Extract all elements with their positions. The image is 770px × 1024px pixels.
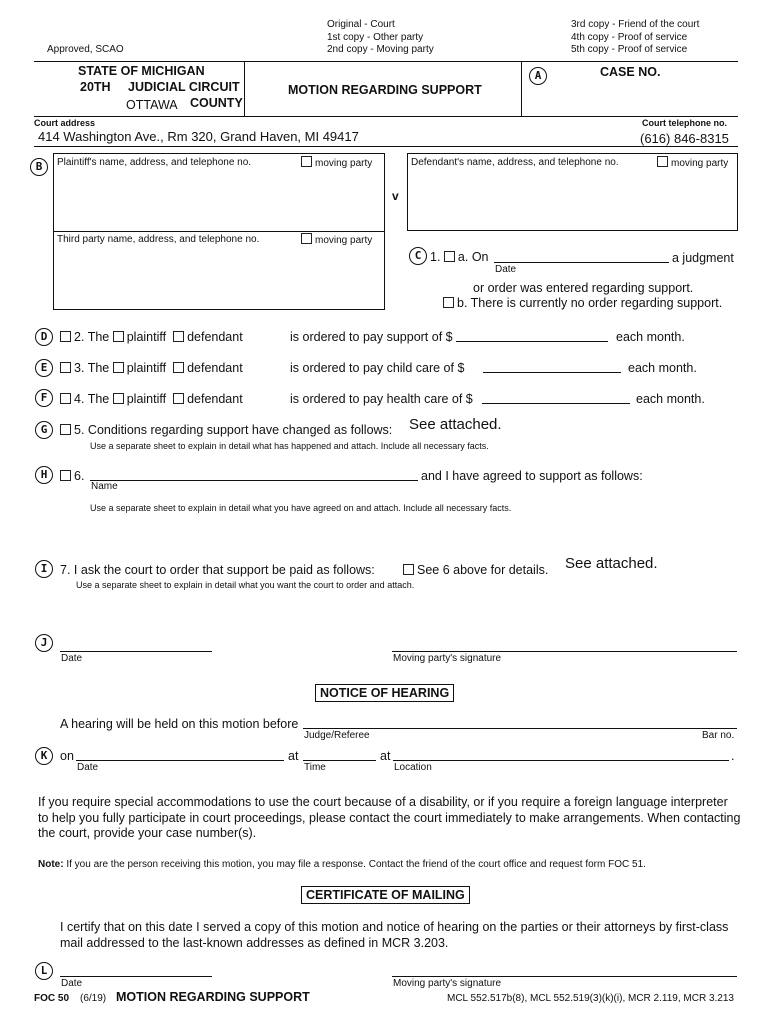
- see6-checkbox[interactable]: [403, 564, 414, 575]
- item3-text: is ordered to pay child care of $: [290, 361, 465, 375]
- item2-text: is ordered to pay support of $: [290, 330, 453, 344]
- divider: [244, 61, 245, 117]
- plaintiff-label: plaintiff: [126, 330, 167, 344]
- item-number: 5.: [74, 423, 85, 437]
- at-label: at: [288, 749, 299, 763]
- item6-name-label: Name: [91, 481, 118, 492]
- the-label: The: [87, 330, 110, 344]
- moving-party-label: moving party: [671, 158, 729, 169]
- defendant-label: defendant: [187, 392, 243, 406]
- item7-note: Use a separate sheet to explain in detail what you want the court to order and attach.: [76, 580, 415, 590]
- third-party-label: Third party name, address, and telephone no.: [57, 234, 260, 245]
- judge-field[interactable]: [303, 728, 737, 729]
- marker-a: A: [529, 67, 547, 85]
- item7: [60, 563, 375, 577]
- copy-second: 2nd copy - Moving party: [327, 44, 434, 55]
- top-rule: [34, 61, 738, 62]
- the-label: The: [87, 392, 110, 406]
- circuit-number: 20TH: [80, 80, 111, 94]
- date-field[interactable]: [60, 651, 212, 652]
- item-number: 4.: [74, 392, 85, 406]
- case-no-label: CASE NO.: [600, 65, 661, 79]
- county-name: OTTAWA: [126, 98, 178, 112]
- item5-text: Conditions regarding support have changed as follows:: [87, 423, 393, 437]
- court-telephone-label: Court telephone no.: [642, 118, 727, 128]
- notice-title: NOTICE OF HEARING: [315, 684, 454, 702]
- checkbox-icon[interactable]: [657, 156, 668, 167]
- moving-signature-label: Moving party's signature: [393, 653, 502, 664]
- hearing-location-label: Location: [394, 762, 432, 773]
- item6-name-field[interactable]: [90, 480, 418, 481]
- marker-b: B: [30, 158, 48, 176]
- item1a-prefix: a. On: [457, 250, 489, 264]
- plaintiff-checkbox[interactable]: [113, 393, 124, 404]
- mailing-signature-field[interactable]: [392, 976, 737, 977]
- form-id: FOC 50: [34, 993, 70, 1004]
- item5-note: Use a separate sheet to explain in detail what has happened and attach. Include all necessary facts.: [90, 441, 489, 451]
- header-bottom-rule: [34, 116, 738, 117]
- at-label: at: [380, 749, 391, 763]
- footer-title: MOTION REGARDING SUPPORT: [116, 990, 310, 1004]
- item7-text: I ask the court to order that support be paid as follows:: [73, 563, 375, 577]
- county-label: COUNTY: [190, 96, 243, 110]
- copies-distribution-right: [571, 19, 699, 57]
- defendant-checkbox[interactable]: [173, 393, 184, 404]
- item4: [60, 392, 243, 406]
- item1b-text: b. There is currently no order regarding support.: [457, 296, 723, 310]
- court-address: 414 Washington Ave., Rm 320, Grand Haven, MI 49417: [38, 129, 359, 144]
- item1-a: [430, 250, 489, 264]
- item6-text: and I have agreed to support as follows:: [421, 469, 643, 483]
- note: [38, 859, 646, 870]
- judge-label: Judge/Referee: [304, 730, 370, 741]
- each-month-label: each month.: [628, 361, 697, 375]
- mailing-date-label: Date: [61, 978, 83, 989]
- plaintiff-label: Plaintiff's name, address, and telephone no.: [57, 157, 252, 168]
- copy-fourth: 4th copy - Proof of service: [571, 31, 688, 43]
- accommodation-line: to help you fully participate in court proceedings, please contact the court immediately to make arrangements. When contacting: [38, 810, 741, 825]
- item4-checkbox[interactable]: [60, 393, 71, 404]
- case-no-field[interactable]: [560, 82, 730, 112]
- each-month-label: each month.: [636, 392, 705, 406]
- marker-l: L: [35, 962, 53, 980]
- signature-field[interactable]: [392, 651, 737, 652]
- checkbox-icon[interactable]: [301, 233, 312, 244]
- hearing-date-label: Date: [77, 762, 99, 773]
- checkbox-icon[interactable]: [301, 156, 312, 167]
- footer-citations: MCL 552.517b(8), MCL 552.519(3)(k)(i), MCR 2.119, MCR 3.213: [447, 993, 734, 1004]
- form-revision: (6/19): [80, 993, 107, 1004]
- item3-checkbox[interactable]: [60, 362, 71, 373]
- item1-date-label: Date: [495, 264, 517, 275]
- certificate-line: mail addressed to the last-known addresses as defined in MCR 3.203.: [60, 935, 449, 950]
- mailing-date-field[interactable]: [60, 976, 212, 977]
- item6-note: Use a separate sheet to explain in detail what you have agreed on and attach. Include all necessary facts.: [90, 503, 512, 513]
- defendant-checkbox[interactable]: [173, 362, 184, 373]
- third-party-moving-party[interactable]: [301, 233, 372, 246]
- plaintiff-checkbox[interactable]: [113, 331, 124, 342]
- court-telephone: (616) 846-8315: [640, 131, 729, 146]
- child-care-amount-field[interactable]: [483, 372, 621, 373]
- each-month-label: each month.: [616, 330, 685, 344]
- marker-i: I: [35, 560, 53, 578]
- defendant-label: defendant: [187, 361, 243, 375]
- item1-b: [443, 296, 722, 310]
- item2: [60, 330, 243, 344]
- item1b-checkbox[interactable]: [443, 297, 454, 308]
- item1-date-field[interactable]: [494, 262, 669, 263]
- mailing-signature-label: Moving party's signature: [393, 978, 502, 989]
- moving-party-label: moving party: [315, 235, 373, 246]
- accommodation-paragraph: [38, 795, 740, 842]
- plaintiff-label: plaintiff: [126, 361, 167, 375]
- defendant-checkbox[interactable]: [173, 331, 184, 342]
- hearing-time-field[interactable]: [303, 760, 376, 761]
- item7-see6: [403, 563, 548, 577]
- approved-label: Approved, SCAO: [47, 44, 124, 55]
- hearing-location-field[interactable]: [393, 760, 729, 761]
- moving-party-label: moving party: [315, 158, 373, 169]
- divider: [521, 61, 522, 117]
- the-label: The: [87, 361, 110, 375]
- plaintiff-checkbox[interactable]: [113, 362, 124, 373]
- address-rule: [34, 146, 738, 147]
- health-care-amount-field[interactable]: [482, 403, 630, 404]
- state-label: STATE OF MICHIGAN: [78, 64, 205, 78]
- item6: [60, 469, 84, 483]
- item1a-line2: or order was entered regarding support.: [473, 281, 694, 295]
- item1a-suffix: a judgment: [672, 251, 734, 265]
- note-label: Note:: [38, 859, 64, 870]
- versus-label: v: [392, 189, 399, 203]
- hearing-date-field[interactable]: [76, 760, 284, 761]
- item-number: 2.: [74, 330, 85, 344]
- copy-fifth: 5th copy - Proof of service: [571, 44, 688, 55]
- item-number: 6.: [74, 469, 85, 483]
- item3: [60, 361, 243, 375]
- item5: [60, 423, 392, 437]
- accommodation-line: the court, provide your case number(s).: [38, 826, 257, 840]
- period: .: [731, 749, 735, 763]
- plaintiff-moving-party[interactable]: [301, 156, 372, 169]
- item6-checkbox[interactable]: [60, 470, 71, 481]
- defendant-label: defendant: [187, 330, 243, 344]
- defendant-moving-party[interactable]: [657, 156, 728, 169]
- item-number: 7.: [60, 563, 71, 577]
- marker-f: F: [35, 389, 53, 407]
- item-number: 1.: [430, 250, 441, 264]
- plaintiff-label: plaintiff: [126, 392, 167, 406]
- on-label: on: [60, 749, 74, 763]
- marker-j: J: [35, 634, 53, 652]
- note-text: If you are the person receiving this motion, you may file a response. Contact the friend of the court office and request form FOC 51.: [66, 859, 646, 870]
- certificate-text: [60, 920, 728, 951]
- form-title: MOTION REGARDING SUPPORT: [288, 83, 482, 97]
- item5-handwritten: See attached.: [409, 416, 502, 433]
- marker-h: H: [35, 466, 53, 484]
- marker-d: D: [35, 328, 53, 346]
- hearing-text: A hearing will be held on this motion before: [60, 717, 299, 731]
- marker-e: E: [35, 359, 53, 377]
- see6-label: See 6 above for details.: [417, 563, 549, 577]
- date-label: Date: [61, 653, 83, 664]
- copy-third: 3rd copy - Friend of the court: [571, 19, 700, 30]
- item-number: 3.: [74, 361, 85, 375]
- certificate-line: I certify that on this date I served a copy of this motion and notice of hearing on the parties or their attorneys by first-class: [60, 920, 729, 934]
- certificate-title: CERTIFICATE OF MAILING: [301, 886, 470, 904]
- circuit-label: JUDICIAL CIRCUIT: [128, 80, 240, 94]
- item1a-checkbox[interactable]: [444, 251, 455, 262]
- copies-distribution-left: [327, 19, 434, 57]
- item2-checkbox[interactable]: [60, 331, 71, 342]
- item5-checkbox[interactable]: [60, 424, 71, 435]
- marker-c: C: [409, 247, 427, 265]
- party-divider: [53, 231, 385, 232]
- accommodation-line: If you require special accommodations to use the court because of a disability, or if you require a foreign language interpreter: [38, 795, 728, 809]
- copy-original: Original - Court: [327, 19, 395, 30]
- item7-handwritten: See attached.: [565, 555, 658, 572]
- defendant-label: Defendant's name, address, and telephone no.: [411, 157, 619, 168]
- marker-g: G: [35, 421, 53, 439]
- copy-first: 1st copy - Other party: [327, 31, 424, 43]
- hearing-time-label: Time: [304, 762, 326, 773]
- marker-k: K: [35, 747, 53, 765]
- support-amount-field[interactable]: [456, 341, 608, 342]
- item4-text: is ordered to pay health care of $: [290, 392, 473, 406]
- court-address-label: Court address: [34, 118, 96, 128]
- bar-no-label: Bar no.: [702, 730, 735, 741]
